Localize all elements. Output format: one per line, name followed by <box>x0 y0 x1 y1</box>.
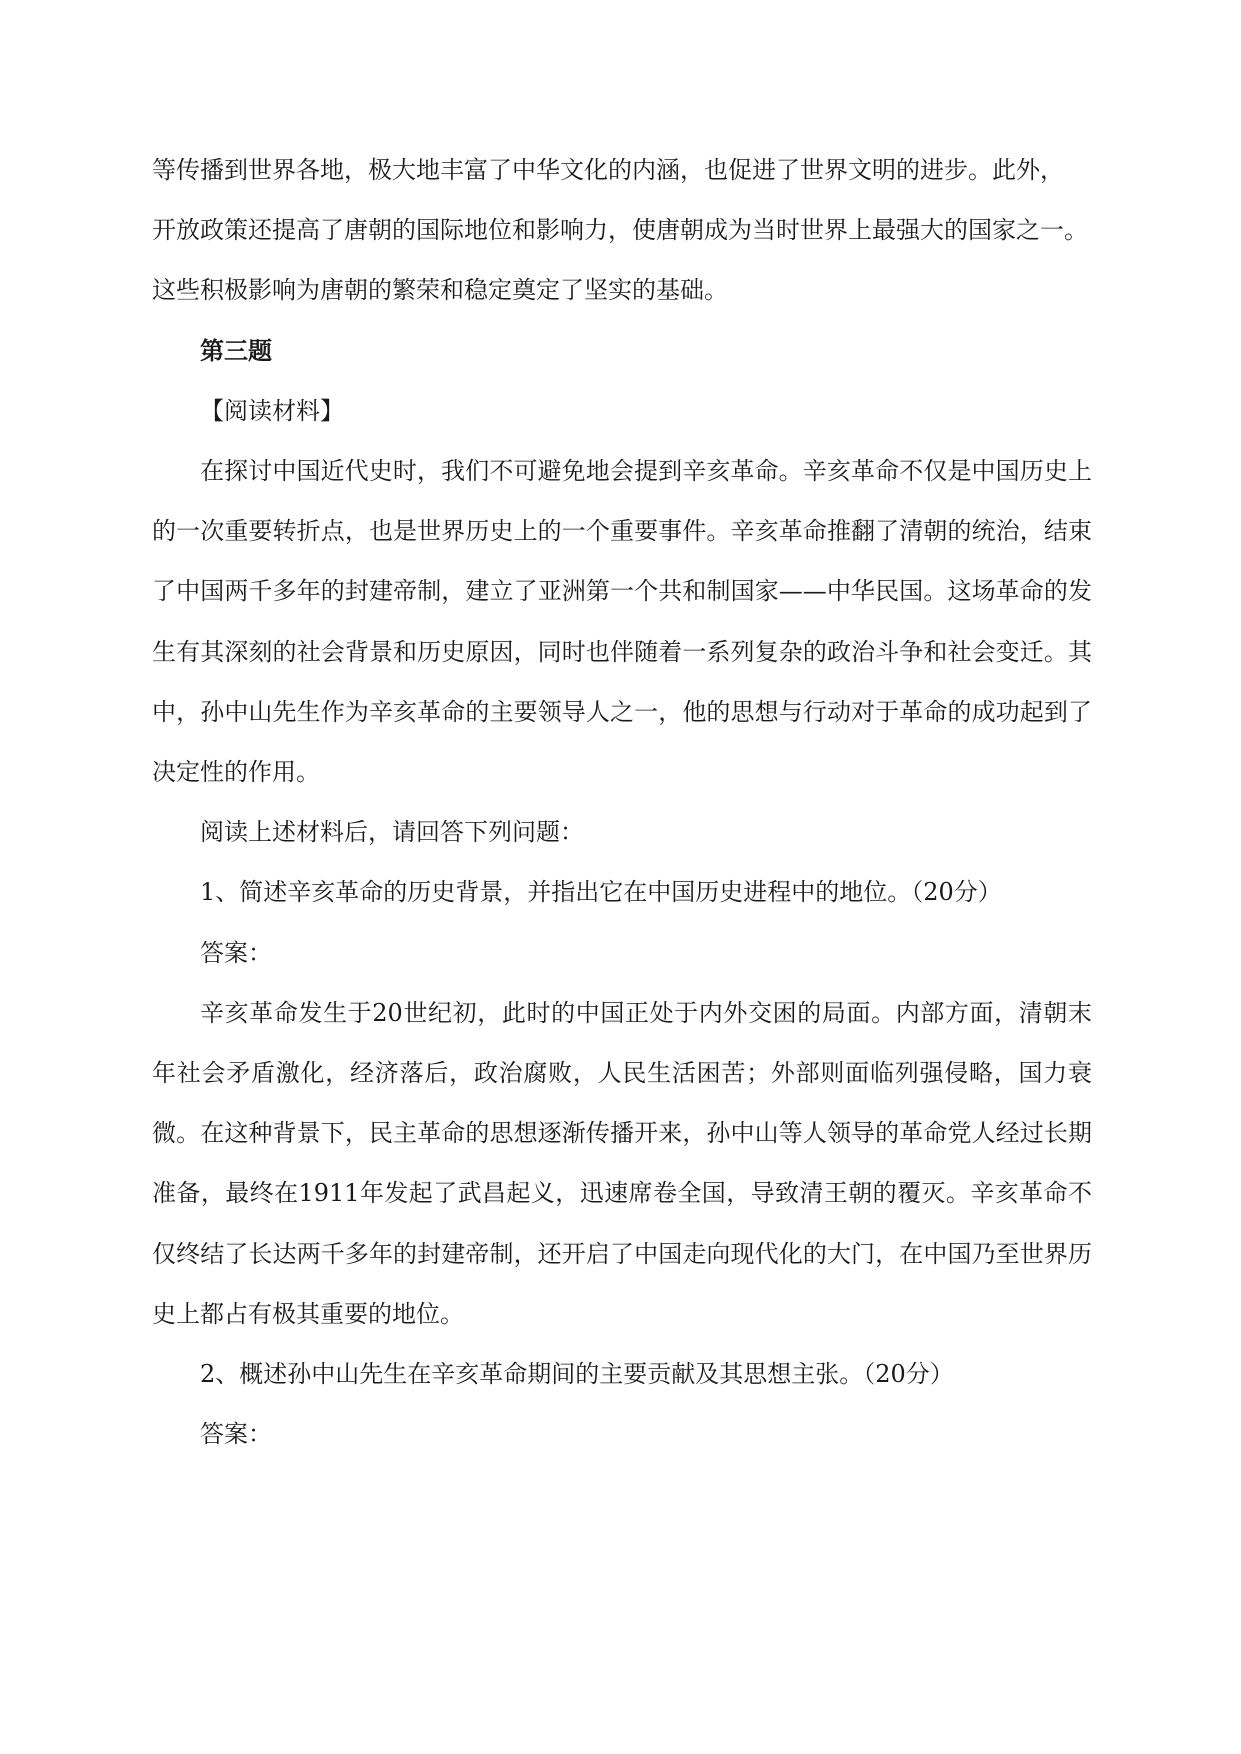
carryover-line: 等传播到世界各地，极大地丰富了中华文化的内涵，也促进了世界文明的进步。此外， <box>152 156 1064 184</box>
carryover-paragraph <box>152 140 1092 321</box>
instruction-text: 阅读上述材料后，请回答下列问题： <box>200 818 584 847</box>
question-2: 2、概述孙中山先生在辛亥革命期间的主要贡献及其思想主张。（20分） <box>200 1360 954 1389</box>
carryover-line: 开放政策还提高了唐朝的国际地位和影响力，使唐朝成为当时世界上最强大的国家之一。 <box>152 216 1088 245</box>
document-body <box>152 140 1092 1464</box>
section-title: 第三题 <box>200 336 272 365</box>
answer-label-1: 答案： <box>200 938 272 967</box>
carryover-line: 这些积极影响为唐朝的繁荣和稳定奠定了坚实的基础。 <box>152 276 728 305</box>
reading-material-label: 【阅读材料】 <box>200 396 344 425</box>
answer-1-paragraph: 辛亥革命发生于20世纪初，此时的中国正处于内外交困的局面。内部方面，清朝末年社会矛盾激化，经济落后，政治腐败，人民生活困苦；外部则面临列强侵略，国力衰微。在这种背景下，民主革命的思想逐渐传播开来，孙中山等人领导的革命党人经过长期准备，最终在1911年发起了武昌起义，迅速席卷全国，导致清王朝的覆灭。辛亥革命不仅终结了长达两千多年的封建帝制，还开启了中国走向现代化的大门，在中国乃至世界历史上都占有极其重要的地位。 <box>152 998 1092 1328</box>
material-paragraph: 在探讨中国近代史时，我们不可避免地会提到辛亥革命。辛亥革命不仅是中国历史上的一次重要转折点，也是世界历史上的一个重要事件。辛亥革命推翻了清朝的统治，结束了中国两千多年的封建帝制，建立了亚洲第一个共和制国家——中华民国。这场革命的发生有其深刻的社会背景和历史原因，同时也伴随着一系列复杂的政治斗争和社会变迁。其中，孙中山先生作为辛亥革命的主要领导人之一，他的思想与行动对于革命的成功起到了决定性的作用。 <box>152 457 1092 787</box>
question-1: 1、简述辛亥革命的历史背景，并指出它在中国历史进程中的地位。（20分） <box>200 878 1002 907</box>
answer-label-2: 答案： <box>200 1420 272 1449</box>
